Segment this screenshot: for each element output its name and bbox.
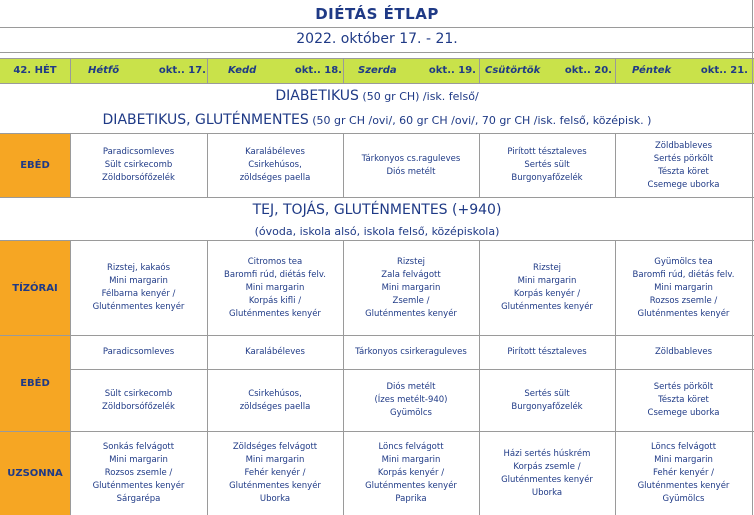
main-course-cell: Sült csirkecomb Zöldborsófőzelék [102, 388, 175, 412]
section-heading-milk-egg-glutenfree: TEJ, TOJÁS, GLUTÉNMENTES (+940) [252, 202, 502, 218]
menu-cell: Rizstej, kakaós Mini margarin Félbarna kenyér / Gluténmentes kenyér [92, 263, 185, 312]
day-date-wednesday: okt.. 19. [428, 65, 476, 76]
menu-cell: Gyümölcs tea Baromfi rúd, diétás felv. Mini margarin Rozsos zsemle / Gluténmentes kenyér [632, 256, 735, 319]
day-name-monday: Hétfő [88, 65, 120, 76]
section-subheading-diabetic-glutenfree: DIABETIKUS, GLUTÉNMENTES (50 gr CH /ovi/, 60 gr CH /ovi/, 70 gr CH /isk. felső, középisk. ) [102, 112, 652, 128]
menu-cell: Pirított tésztaleves Sertés sült Burgonyafőzelék [507, 147, 587, 183]
week-label: 42. HÉT [13, 65, 57, 76]
day-name-friday: Péntek [632, 65, 672, 76]
menu-cell: Löncs felvágott Mini margarin Fehér kenyér / Gluténmentes kenyér Gyümölcs [637, 442, 730, 504]
meal-label-snack-morning: TÍZÓRAI [0, 241, 70, 335]
day-name-tuesday: Kedd [228, 65, 257, 76]
day-date-thursday: okt.. 20. [564, 65, 612, 76]
day-name-wednesday: Szerda [358, 65, 397, 76]
main-course-cell: Diós metélt (Ízes metélt-940) Gyümölcs [374, 382, 448, 418]
menu-cell: Zöldséges felvágott Mini margarin Fehér kenyér / Gluténmentes kenyér Uborka [229, 442, 321, 504]
soup-cell: Pirított tésztaleves [507, 347, 587, 357]
menu-cell: Házi sertés húskrém Korpás zsemle / Gluténmentes kenyér Uborka [501, 448, 593, 498]
section-heading-diabetic: DIABETIKUS (50 gr CH) /isk. felső/ [275, 88, 479, 104]
page-title: DIÉTÁS ÉTLAP [315, 5, 439, 23]
menu-cell: Rizstej Zala felvágott Mini margarin Zsemle / Gluténmentes kenyér [365, 256, 457, 319]
menu-cell: Tárkonyos cs.raguleves Diós metélt [361, 153, 461, 177]
main-course-cell: Sertés pörkölt Tészta köret Csemege uborka [647, 382, 720, 418]
main-course-cell: Csirkehúsos, zöldséges paella [239, 388, 311, 412]
day-date-monday: okt.. 17. [158, 65, 206, 76]
soup-cell: Karalábéleves [245, 347, 305, 357]
soup-cell: Tárkonyos csirkeraguleves [355, 347, 467, 357]
day-date-friday: okt.. 21. [700, 65, 748, 76]
menu-cell: Paradicsomleves Sült csirkecomb Zöldborsófőzelék [102, 147, 175, 183]
meal-label-lunch: EBÉD [0, 336, 70, 431]
soup-cell: Zöldbableves [654, 347, 713, 357]
section-subheading-schools: (óvoda, iskola alsó, iskola felső, középiskola) [254, 225, 500, 238]
meal-label-snack-afternoon: UZSONNA [0, 432, 70, 515]
meal-label-lunch: EBÉD [0, 134, 70, 197]
menu-cell: Citromos tea Baromfi rúd, diétás felv. Mini margarin Korpás kifli / Gluténmentes kenyér [224, 256, 326, 319]
menu-cell: Rizstej Mini margarin Korpás kenyér / Gluténmentes kenyér [501, 263, 593, 312]
date-range: 2022. október 17. - 21. [296, 31, 458, 47]
menu-cell: Zöldbableves Sertés pörkölt Tészta köret Csemege uborka [647, 140, 720, 190]
day-name-thursday: Csütörtök [485, 65, 541, 76]
menu-cell: Sonkás felvágott Mini margarin Rozsos zsemle / Gluténmentes kenyér Sárgarépa [92, 442, 185, 504]
soup-cell: Paradicsomleves [102, 347, 175, 357]
menu-cell: Karalábéleves Csirkehúsos, zöldséges paella [239, 147, 311, 183]
day-date-tuesday: okt.. 18. [294, 65, 342, 76]
menu-cell: Löncs felvágott Mini margarin Korpás kenyér / Gluténmentes kenyér Paprika [365, 442, 457, 504]
main-course-cell: Sertés sült Burgonyafőzelék [511, 388, 583, 412]
